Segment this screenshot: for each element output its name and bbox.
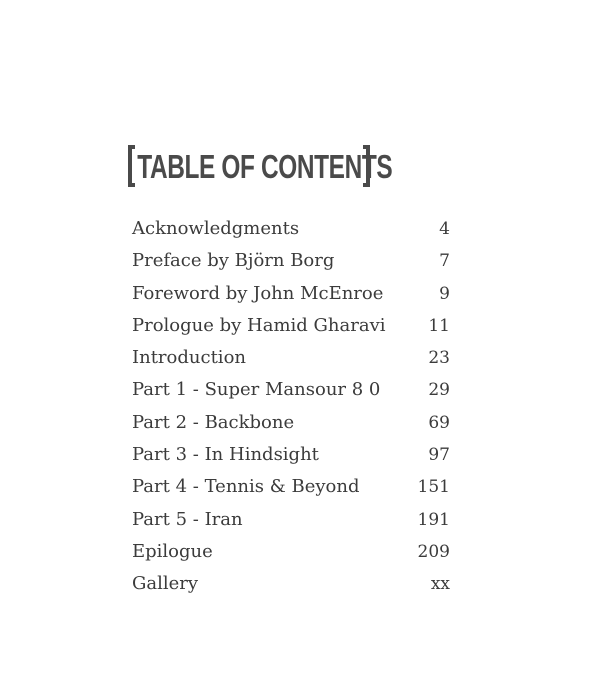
toc-entry-page: 69 <box>428 412 450 433</box>
toc-entry <box>132 504 450 536</box>
toc-entry <box>132 471 450 503</box>
toc-entry-title: Part 2 - Backbone <box>132 411 295 433</box>
toc-entry <box>132 374 450 406</box>
toc-entry-title: Foreword by John McEnroe <box>132 282 384 304</box>
toc-entry-page: 29 <box>428 380 450 401</box>
toc-entry-title: Part 5 - Iran <box>132 508 243 530</box>
toc-entry <box>132 342 450 374</box>
toc-entry <box>132 536 450 568</box>
toc-entry-title: Prologue by Hamid Gharavi <box>132 314 386 336</box>
toc-entry-page: 11 <box>428 315 450 336</box>
toc-entry-page: 23 <box>428 348 450 369</box>
toc-entry-page: xx <box>430 574 450 595</box>
toc-entry <box>132 245 450 277</box>
toc-entry-page: 151 <box>417 477 450 498</box>
left-bracket-ornament <box>128 145 135 187</box>
toc-entry-page: 9 <box>439 283 450 304</box>
toc-entry-title: Part 1 - Super Mansour 8 0 <box>132 379 381 401</box>
toc-entry-title: Introduction <box>132 347 246 369</box>
toc-entry <box>132 568 450 600</box>
toc-entry-title: Part 4 - Tennis & Beyond <box>132 476 360 498</box>
toc-entry-page: 7 <box>439 251 450 272</box>
toc-list <box>132 213 450 601</box>
toc-entry <box>132 407 450 439</box>
toc-entry-title: Gallery <box>132 573 199 595</box>
toc-entry-page: 4 <box>439 219 450 239</box>
toc-entry-page: 209 <box>417 541 450 562</box>
toc-entry <box>132 278 450 310</box>
toc-entry-page: 97 <box>428 445 450 466</box>
toc-entry <box>132 439 450 471</box>
toc-entry-page: 191 <box>417 509 450 530</box>
toc-heading <box>128 143 393 189</box>
toc-heading-text: TABLE OF CONTENTS <box>137 147 393 185</box>
toc-entry <box>132 310 450 342</box>
toc-entry-title: Acknowledgments <box>132 218 300 239</box>
toc-entry <box>132 213 450 245</box>
toc-entry-title: Preface by Björn Borg <box>132 250 335 272</box>
toc-entry-title: Epilogue <box>132 540 213 562</box>
toc-entry-title: Part 3 - In Hindsight <box>132 444 319 466</box>
